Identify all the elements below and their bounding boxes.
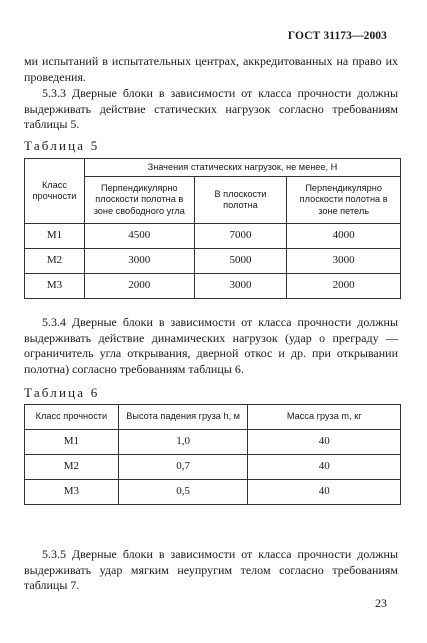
table-5-value-cell: 2000: [84, 274, 194, 299]
table-5-value-cell: 5000: [194, 249, 287, 274]
table-5-class-cell: М2: [25, 249, 85, 274]
table-row: [25, 430, 401, 455]
paragraph-intro-text: ми испытаний в испытательных центрах, аккредитованных на право их проведения.: [24, 54, 398, 84]
table-5-value-cell: 4000: [287, 224, 401, 249]
table-6-height-cell: 1,0: [118, 430, 248, 455]
table-6: [24, 404, 401, 505]
table-6-mass-cell: 40: [248, 480, 401, 505]
table-6-class-cell: М3: [25, 480, 119, 505]
table-5-title: Таблица 5: [24, 138, 100, 153]
table-row: [25, 249, 401, 274]
paragraph-5-3-5-text: 5.3.5 Дверные блоки в зависимости от класса прочности должны выдерживать удар мягким неупругим телом согласно требованиям таблицы 7.: [24, 547, 398, 593]
table-5: [24, 158, 401, 299]
table-6-col-header: Высота падения груза h, м: [118, 405, 248, 430]
table-row: [25, 224, 401, 249]
table-5-class-header: Класс прочности: [25, 159, 85, 224]
table-6-title: Таблица 6: [24, 385, 100, 400]
table-row: [25, 274, 401, 299]
table-5-class-cell: М1: [25, 224, 85, 249]
table-row: [25, 455, 401, 480]
table-6-col-header: Масса груза m, кг: [248, 405, 401, 430]
paragraph-5-3-5: [24, 547, 398, 594]
paragraph-5-3-4: [24, 315, 398, 377]
table-row: [25, 480, 401, 505]
paragraph-5-3-4-text: 5.3.4 Дверные блоки в зависимости от класса прочности должны выдерживать действие динамических нагрузок (удар о преграду — ограничитель угла открывания, дверной откос и др. при открывании полотна) согласно требованиям таблицы 6.: [24, 315, 398, 376]
table-6-mass-cell: 40: [248, 455, 401, 480]
table-6-class-cell: М1: [25, 430, 119, 455]
table-6-height-cell: 0,7: [118, 455, 248, 480]
table-5-value-cell: 7000: [194, 224, 287, 249]
table-5-value-cell: 3000: [287, 249, 401, 274]
table-5-col-header: В плоскости полотна: [194, 177, 287, 224]
table-5-class-cell: М3: [25, 274, 85, 299]
table-5-value-cell: 4500: [84, 224, 194, 249]
table-5-col-header: Перпендикулярно плоскости полотна в зоне петель: [287, 177, 401, 224]
table-5-value-cell: 3000: [194, 274, 287, 299]
page-number: 23: [375, 596, 387, 610]
paragraph-intro: [24, 54, 398, 85]
table-5-group-header: Значения статических нагрузок, не менее, Н: [84, 159, 400, 177]
table-6-mass-cell: 40: [248, 430, 401, 455]
document-code: ГОСТ 31173—2003: [287, 30, 387, 42]
table-5-col-header: Перпендикулярно плоскости полотна в зоне свободного угла: [84, 177, 194, 224]
table-5-value-cell: 3000: [84, 249, 194, 274]
paragraph-5-3-3-text: 5.3.3 Дверные блоки в зависимости от класса прочности должны выдерживать действие статических нагрузок согласно требованиям таблицы 5.: [24, 86, 398, 132]
paragraph-5-3-3: [24, 86, 398, 133]
table-5-value-cell: 2000: [287, 274, 401, 299]
table-6-height-cell: 0,5: [118, 480, 248, 505]
table-6-class-cell: М2: [25, 455, 119, 480]
table-6-col-header: Класс прочности: [25, 405, 119, 430]
